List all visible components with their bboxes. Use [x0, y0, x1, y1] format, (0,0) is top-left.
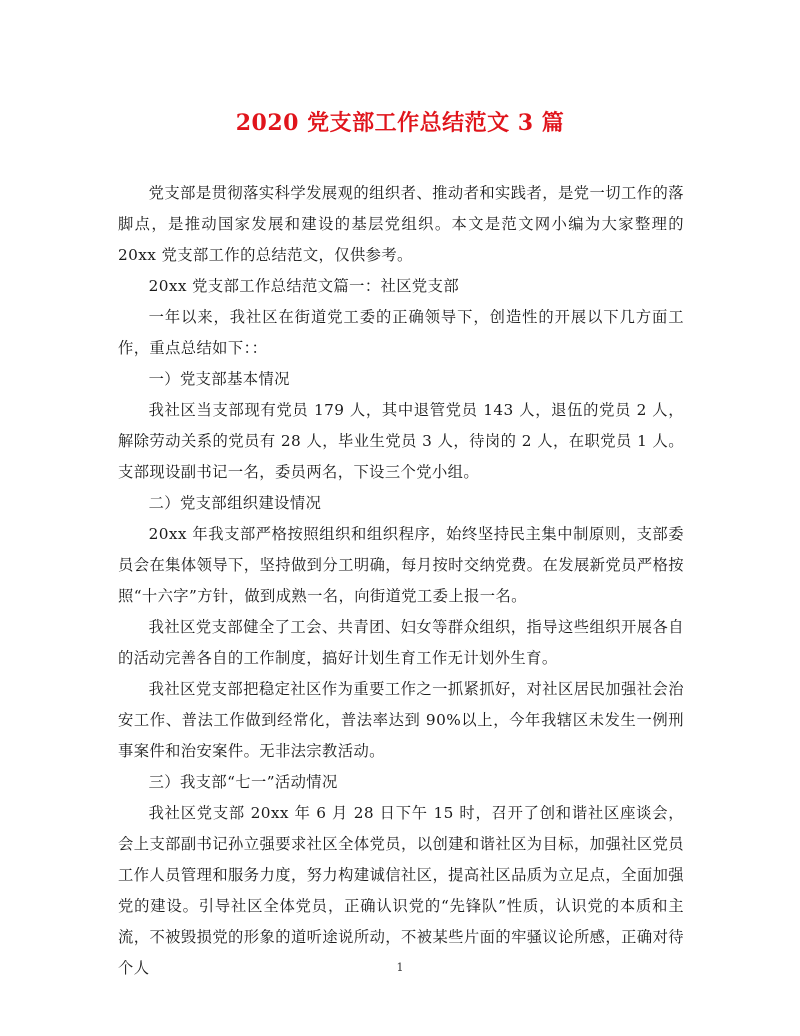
overview-paragraph: 一年以来，我社区在街道党工委的正确领导下，创造性的开展以下几方面工作，重点总结如下：：	[118, 308, 684, 357]
basic-situation-paragraph: 我社区当支部现有党员 179 人，其中退管党员 143 人，退伍的党员 2 人，解除劳动关系的党员有 28 人，毕业生党员 3 人，待岗的 2 人，在职党员 1 人。支部现设副书记一名，委员两名，下设三个党小组。	[118, 401, 684, 481]
subheading-organization-building: 二）党支部组织建设情况	[148, 494, 322, 512]
document-title: 2020 党支部工作总结范文 3 篇	[235, 110, 565, 136]
section-heading-part-one: 20xx 党支部工作总结范文篇一：社区党支部	[148, 277, 460, 295]
stability-paragraph: 我社区党支部把稳定社区作为重要工作之一抓紧抓好，对社区居民加强社会治安工作、普法工作做到经常化，普法率达到 90%以上，今年我辖区未发生一例刑事案件和治安案件。无非法宗教活动。	[118, 680, 684, 760]
organization-paragraph: 20xx 年我支部严格按照组织和组织程序，始终坚持民主集中制原则，支部委员会在集体领导下，坚持做到分工明确，每月按时交纳党费。在发展新党员严格按照“十六字”方针，做到成熟一名，向街道党工委上报一名。	[118, 525, 684, 605]
activities-paragraph: 我社区党支部 20xx 年 6 月 28 日下午 15 时，召开了创和谐社区座谈会，会上支部副书记孙立强要求社区全体党员，以创建和谐社区为目标，加强社区党员工作人员管理和服务力度，努力构建诚信社区，提高社区品质为立足点，全面加强党的建设。引导社区全体党员，正确认识党的“先锋队”性质，认识党的本质和主流，不被毁损党的形象的道听途说所动，不被某些片面的牢骚议论所感，正确对待个人	[118, 804, 684, 977]
subheading-july-first-activities: 三）我支部“七一”活动情况	[148, 773, 338, 791]
mass-organizations-paragraph: 我社区党支部健全了工会、共青团、妇女等群众组织，指导这些组织开展各自的活动完善各自的工作制度，搞好计划生育工作无计划外生育。	[118, 618, 684, 667]
document-body	[118, 178, 684, 984]
page-number: 1	[396, 961, 404, 974]
intro-paragraph: 党支部是贯彻落实科学发展观的组织者、推动者和实践者，是党一切工作的落脚点，是推动国家发展和建设的基层党组织。本文是范文网小编为大家整理的 20xx 党支部工作的总结范文，仅供参考。	[118, 184, 684, 264]
subheading-basic-situation: 一）党支部基本情况	[148, 370, 290, 388]
